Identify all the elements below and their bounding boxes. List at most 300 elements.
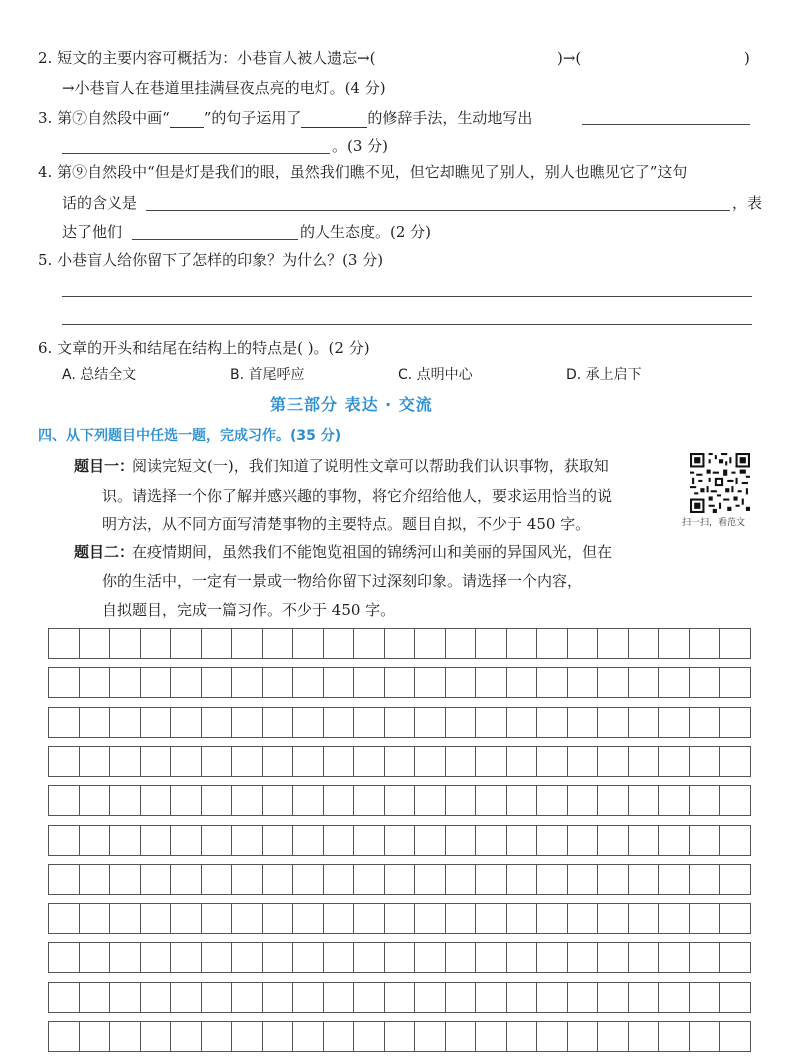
q4-answer-line-1[interactable]	[146, 210, 730, 211]
grid-cell[interactable]	[568, 826, 599, 855]
grid-cell[interactable]	[110, 943, 141, 972]
grid-cell[interactable]	[446, 865, 477, 894]
grid-cell[interactable]	[507, 826, 538, 855]
grid-cell[interactable]	[385, 943, 416, 972]
grid-cell[interactable]	[629, 786, 660, 815]
topic2-label: 题目二：	[74, 543, 135, 561]
grid-cell[interactable]	[354, 943, 385, 972]
grid-cell[interactable]	[476, 943, 507, 972]
grid-cell[interactable]	[690, 786, 721, 815]
grid-cell[interactable]	[476, 629, 507, 658]
grid-cell[interactable]	[354, 668, 385, 697]
grid-cell[interactable]	[690, 629, 721, 658]
grid-cell[interactable]	[385, 668, 416, 697]
grid-cell[interactable]	[80, 943, 111, 972]
grid-cell[interactable]	[690, 943, 721, 972]
grid-cell[interactable]	[202, 747, 233, 776]
grid-cell[interactable]	[202, 786, 233, 815]
grid-cell[interactable]	[446, 943, 477, 972]
grid-cell[interactable]	[202, 943, 233, 972]
grid-cell[interactable]	[659, 629, 690, 658]
grid-cell[interactable]	[293, 1022, 324, 1051]
q6-option-c[interactable]: C. 点明中心	[398, 367, 473, 383]
grid-cell[interactable]	[110, 786, 141, 815]
grid-cell[interactable]	[690, 983, 721, 1012]
grid-cell[interactable]	[171, 668, 202, 697]
grid-cell[interactable]	[324, 747, 355, 776]
grid-cell[interactable]	[171, 1022, 202, 1051]
grid-cell[interactable]	[476, 983, 507, 1012]
grid-cell[interactable]	[537, 826, 568, 855]
grid-cell[interactable]	[415, 708, 446, 737]
grid-cell[interactable]	[385, 708, 416, 737]
grid-cell[interactable]	[202, 826, 233, 855]
grid-cell[interactable]	[720, 668, 750, 697]
grid-cell[interactable]	[507, 943, 538, 972]
grid-cell[interactable]	[324, 865, 355, 894]
grid-cell[interactable]	[537, 786, 568, 815]
grid-cell[interactable]	[720, 629, 750, 658]
grid-cell[interactable]	[110, 904, 141, 933]
grid-cell[interactable]	[354, 629, 385, 658]
grid-cell[interactable]	[293, 943, 324, 972]
grid-cell[interactable]	[141, 708, 172, 737]
grid-cell[interactable]	[293, 668, 324, 697]
grid-row[interactable]	[48, 903, 751, 934]
grid-cell[interactable]	[141, 668, 172, 697]
grid-cell[interactable]	[49, 668, 80, 697]
grid-cell[interactable]	[202, 1022, 233, 1051]
grid-cell[interactable]	[354, 983, 385, 1012]
grid-cell[interactable]	[720, 747, 750, 776]
grid-cell[interactable]	[690, 865, 721, 894]
grid-cell[interactable]	[232, 865, 263, 894]
grid-row[interactable]	[48, 825, 751, 856]
topic1-line2: 识。请选择一个你了解并感兴趣的事物，将它介绍给他人，要求运用恰当的说	[102, 487, 613, 505]
q2-text: 2. 短文的主要内容可概括为：小巷盲人被人遗忘→(	[38, 49, 376, 67]
grid-cell[interactable]	[415, 983, 446, 1012]
grid-row[interactable]	[48, 864, 751, 895]
grid-cell[interactable]	[690, 668, 721, 697]
grid-cell[interactable]	[80, 865, 111, 894]
grid-cell[interactable]	[263, 747, 294, 776]
part3-title: 第三部分 表达 · 交流	[270, 395, 433, 414]
grid-row[interactable]	[48, 667, 751, 698]
grid-cell[interactable]	[110, 708, 141, 737]
grid-cell[interactable]	[80, 786, 111, 815]
grid-cell[interactable]	[415, 668, 446, 697]
q3-answer-line-1[interactable]	[582, 124, 750, 125]
grid-cell[interactable]	[537, 1022, 568, 1051]
grid-cell[interactable]	[568, 943, 599, 972]
q6-option-b[interactable]: B. 首尾呼应	[230, 367, 305, 383]
grid-cell[interactable]	[659, 668, 690, 697]
q2-line1	[38, 48, 376, 68]
grid-cell[interactable]	[354, 1022, 385, 1051]
grid-cell[interactable]	[598, 1022, 629, 1051]
grid-cell[interactable]	[171, 865, 202, 894]
q3-part-c: 的修辞手法，生动地写出	[367, 109, 533, 127]
grid-cell[interactable]	[263, 983, 294, 1012]
grid-cell[interactable]	[476, 865, 507, 894]
grid-cell[interactable]	[537, 904, 568, 933]
grid-cell[interactable]	[80, 708, 111, 737]
grid-cell[interactable]	[110, 668, 141, 697]
grid-cell[interactable]	[354, 904, 385, 933]
q3-part-b: ”的句子运用了	[203, 109, 302, 127]
grid-cell[interactable]	[568, 786, 599, 815]
grid-cell[interactable]	[568, 668, 599, 697]
grid-cell[interactable]	[598, 708, 629, 737]
grid-cell[interactable]	[690, 826, 721, 855]
grid-cell[interactable]	[141, 904, 172, 933]
grid-cell[interactable]	[110, 865, 141, 894]
grid-cell[interactable]	[171, 826, 202, 855]
grid-cell[interactable]	[446, 747, 477, 776]
grid-cell[interactable]	[415, 865, 446, 894]
grid-cell[interactable]	[171, 747, 202, 776]
q2-line2: →小巷盲人在巷道里挂满昼夜点亮的电灯。(4 分)	[62, 79, 386, 97]
grid-cell[interactable]	[171, 983, 202, 1012]
grid-cell[interactable]	[293, 629, 324, 658]
grid-cell[interactable]	[659, 865, 690, 894]
grid-cell[interactable]	[476, 1022, 507, 1051]
grid-cell[interactable]	[659, 904, 690, 933]
q6-text: 6. 文章的开头和结尾在结构上的特点是( )。(2 分)	[38, 339, 370, 357]
grid-cell[interactable]	[446, 708, 477, 737]
q4-line3b: 的人生态度。(2 分)	[300, 223, 432, 241]
q5-answer-line-2[interactable]	[62, 324, 752, 325]
grid-cell[interactable]	[324, 904, 355, 933]
grid-cell[interactable]	[293, 747, 324, 776]
q4-line1: 4. 第⑨自然段中“但是灯是我们的眼，虽然我们瞧不见，但它却瞧见了别人，别人也瞧见它了”这句	[38, 163, 688, 181]
grid-cell[interactable]	[446, 786, 477, 815]
grid-cell[interactable]	[537, 747, 568, 776]
grid-cell[interactable]	[324, 786, 355, 815]
grid-cell[interactable]	[385, 826, 416, 855]
grid-cell[interactable]	[446, 826, 477, 855]
grid-cell[interactable]	[720, 708, 750, 737]
grid-cell[interactable]	[659, 943, 690, 972]
grid-cell[interactable]	[537, 668, 568, 697]
grid-cell[interactable]	[80, 904, 111, 933]
grid-cell[interactable]	[568, 629, 599, 658]
grid-cell[interactable]	[598, 786, 629, 815]
grid-cell[interactable]	[568, 747, 599, 776]
grid-row[interactable]	[48, 628, 751, 659]
grid-cell[interactable]	[598, 747, 629, 776]
grid-cell[interactable]	[49, 904, 80, 933]
grid-cell[interactable]	[202, 708, 233, 737]
grid-cell[interactable]	[141, 786, 172, 815]
q3-blank-underline-type[interactable]	[170, 112, 204, 128]
grid-cell[interactable]	[537, 708, 568, 737]
grid-cell[interactable]	[232, 943, 263, 972]
grid-cell[interactable]	[507, 983, 538, 1012]
grid-cell[interactable]	[202, 865, 233, 894]
q3-answer-line-2[interactable]	[62, 153, 330, 154]
grid-cell[interactable]	[659, 826, 690, 855]
grid-cell[interactable]	[202, 904, 233, 933]
q5-answer-line-1[interactable]	[62, 296, 752, 297]
topic1-line3: 明方法，从不同方面写清楚事物的主要特点。题目自拟，不少于 450 字。	[102, 515, 591, 533]
grid-cell[interactable]	[629, 629, 660, 658]
grid-cell[interactable]	[141, 826, 172, 855]
grid-cell[interactable]	[659, 786, 690, 815]
grid-cell[interactable]	[80, 826, 111, 855]
grid-cell[interactable]	[415, 747, 446, 776]
grid-cell[interactable]	[629, 1022, 660, 1051]
grid-cell[interactable]	[49, 826, 80, 855]
grid-cell[interactable]	[568, 1022, 599, 1051]
q4-line3a: 达了他们	[62, 223, 123, 241]
grid-cell[interactable]	[263, 865, 294, 894]
grid-cell[interactable]	[293, 865, 324, 894]
grid-cell[interactable]	[263, 826, 294, 855]
grid-cell[interactable]	[598, 668, 629, 697]
grid-cell[interactable]	[568, 708, 599, 737]
grid-cell[interactable]	[80, 747, 111, 776]
grid-row[interactable]	[48, 746, 751, 777]
grid-cell[interactable]	[263, 708, 294, 737]
grid-cell[interactable]	[354, 865, 385, 894]
grid-cell[interactable]	[507, 1022, 538, 1051]
grid-cell[interactable]	[568, 904, 599, 933]
grid-cell[interactable]	[385, 983, 416, 1012]
grid-cell[interactable]	[80, 668, 111, 697]
grid-cell[interactable]	[324, 826, 355, 855]
grid-cell[interactable]	[385, 1022, 416, 1051]
q4-line2b: ，表	[732, 194, 763, 212]
grid-row[interactable]	[48, 707, 751, 738]
grid-cell[interactable]	[263, 1022, 294, 1051]
grid-cell[interactable]	[415, 943, 446, 972]
grid-cell[interactable]	[202, 668, 233, 697]
grid-cell[interactable]	[385, 865, 416, 894]
grid-cell[interactable]	[720, 983, 750, 1012]
grid-cell[interactable]	[293, 904, 324, 933]
grid-cell[interactable]	[293, 983, 324, 1012]
grid-cell[interactable]	[659, 1022, 690, 1051]
grid-cell[interactable]	[598, 629, 629, 658]
topic2-line3: 自拟题目，完成一篇习作。不少于 450 字。	[102, 601, 396, 619]
grid-cell[interactable]	[354, 747, 385, 776]
grid-cell[interactable]	[232, 786, 263, 815]
grid-cell[interactable]	[720, 1022, 750, 1051]
grid-cell[interactable]	[476, 904, 507, 933]
grid-cell[interactable]	[80, 983, 111, 1012]
grid-cell[interactable]	[110, 747, 141, 776]
grid-cell[interactable]	[415, 1022, 446, 1051]
topic1-label: 题目一：	[74, 457, 135, 475]
grid-cell[interactable]	[690, 904, 721, 933]
grid-cell[interactable]	[720, 943, 750, 972]
grid-cell[interactable]	[507, 786, 538, 815]
grid-cell[interactable]	[232, 747, 263, 776]
grid-cell[interactable]	[171, 629, 202, 658]
grid-cell[interactable]	[324, 943, 355, 972]
grid-cell[interactable]	[690, 1022, 721, 1051]
q4-answer-line-2[interactable]	[132, 239, 298, 240]
q4-line2a: 话的含义是	[62, 194, 138, 212]
grid-cell[interactable]	[598, 826, 629, 855]
grid-cell[interactable]	[476, 826, 507, 855]
grid-cell[interactable]	[80, 1022, 111, 1051]
grid-cell[interactable]	[598, 904, 629, 933]
grid-cell[interactable]	[324, 668, 355, 697]
grid-cell[interactable]	[49, 983, 80, 1012]
grid-cell[interactable]	[476, 708, 507, 737]
grid-cell[interactable]	[507, 629, 538, 658]
grid-cell[interactable]	[629, 708, 660, 737]
grid-cell[interactable]	[110, 629, 141, 658]
grid-cell[interactable]	[507, 708, 538, 737]
qr-caption: 扫一扫，看范文	[682, 518, 746, 528]
grid-cell[interactable]	[629, 668, 660, 697]
grid-cell[interactable]	[629, 943, 660, 972]
q6-option-d[interactable]: D. 承上启下	[566, 367, 642, 383]
grid-cell[interactable]	[507, 747, 538, 776]
grid-cell[interactable]	[537, 983, 568, 1012]
grid-cell[interactable]	[720, 865, 750, 894]
grid-cell[interactable]	[80, 629, 111, 658]
topic2-line2: 你的生活中，一定有一景或一物给你留下过深刻印象。请选择一个内容，	[102, 572, 583, 590]
q3-blank-rhetoric[interactable]	[301, 112, 367, 128]
grid-cell[interactable]	[263, 629, 294, 658]
grid-cell[interactable]	[659, 983, 690, 1012]
grid-cell[interactable]	[385, 786, 416, 815]
grid-cell[interactable]	[446, 1022, 477, 1051]
grid-cell[interactable]	[537, 865, 568, 894]
grid-cell[interactable]	[354, 708, 385, 737]
grid-cell[interactable]	[629, 865, 660, 894]
grid-cell[interactable]	[141, 747, 172, 776]
grid-row[interactable]	[48, 982, 751, 1013]
grid-cell[interactable]	[232, 983, 263, 1012]
q3-tail: 。(3 分)	[332, 137, 389, 155]
grid-cell[interactable]	[629, 904, 660, 933]
grid-cell[interactable]	[629, 983, 660, 1012]
grid-cell[interactable]	[141, 983, 172, 1012]
grid-cell[interactable]	[446, 983, 477, 1012]
grid-cell[interactable]	[141, 943, 172, 972]
grid-cell[interactable]	[476, 786, 507, 815]
grid-cell[interactable]	[568, 865, 599, 894]
grid-cell[interactable]	[232, 708, 263, 737]
grid-cell[interactable]	[171, 943, 202, 972]
grid-cell[interactable]	[659, 708, 690, 737]
grid-row[interactable]	[48, 785, 751, 816]
grid-cell[interactable]	[263, 786, 294, 815]
grid-cell[interactable]	[507, 865, 538, 894]
grid-cell[interactable]	[49, 1022, 80, 1051]
grid-cell[interactable]	[49, 747, 80, 776]
grid-row[interactable]	[48, 1021, 751, 1052]
grid-cell[interactable]	[49, 786, 80, 815]
grid-cell[interactable]	[232, 1022, 263, 1051]
grid-cell[interactable]	[720, 904, 750, 933]
grid-row[interactable]	[48, 942, 751, 973]
grid-cell[interactable]	[263, 668, 294, 697]
grid-cell[interactable]	[720, 826, 750, 855]
grid-cell[interactable]	[446, 904, 477, 933]
grid-cell[interactable]	[568, 983, 599, 1012]
grid-cell[interactable]	[324, 1022, 355, 1051]
grid-cell[interactable]	[324, 708, 355, 737]
grid-cell[interactable]	[141, 629, 172, 658]
grid-cell[interactable]	[232, 668, 263, 697]
grid-cell[interactable]	[415, 786, 446, 815]
grid-cell[interactable]	[690, 747, 721, 776]
grid-cell[interactable]	[598, 865, 629, 894]
grid-cell[interactable]	[446, 668, 477, 697]
grid-cell[interactable]	[598, 983, 629, 1012]
grid-cell[interactable]	[507, 904, 538, 933]
grid-cell[interactable]	[385, 629, 416, 658]
grid-cell[interactable]	[324, 983, 355, 1012]
grid-cell[interactable]	[49, 865, 80, 894]
grid-cell[interactable]	[49, 708, 80, 737]
grid-cell[interactable]	[232, 826, 263, 855]
grid-cell[interactable]	[507, 668, 538, 697]
grid-cell[interactable]	[415, 629, 446, 658]
grid-cell[interactable]	[659, 747, 690, 776]
grid-cell[interactable]	[141, 1022, 172, 1051]
grid-cell[interactable]	[141, 865, 172, 894]
grid-cell[interactable]	[690, 708, 721, 737]
grid-cell[interactable]	[598, 943, 629, 972]
qr-code-icon[interactable]	[690, 453, 750, 513]
grid-cell[interactable]	[354, 786, 385, 815]
grid-cell[interactable]	[263, 904, 294, 933]
grid-cell[interactable]	[415, 904, 446, 933]
grid-cell[interactable]	[537, 943, 568, 972]
topic2-line1: 在疫情期间，虽然我们不能饱览祖国的锦绣河山和美丽的异国风光，但在	[132, 543, 613, 561]
grid-cell[interactable]	[49, 943, 80, 972]
q6-option-a[interactable]: A. 总结全文	[62, 367, 137, 383]
grid-cell[interactable]	[110, 983, 141, 1012]
grid-cell[interactable]	[293, 826, 324, 855]
grid-cell[interactable]	[49, 629, 80, 658]
grid-cell[interactable]	[385, 747, 416, 776]
grid-cell[interactable]	[629, 826, 660, 855]
q3-line1	[38, 108, 532, 128]
grid-cell[interactable]	[446, 629, 477, 658]
grid-cell[interactable]	[476, 668, 507, 697]
grid-cell[interactable]	[293, 786, 324, 815]
grid-cell[interactable]	[537, 629, 568, 658]
grid-cell[interactable]	[232, 904, 263, 933]
grid-cell[interactable]	[171, 708, 202, 737]
grid-cell[interactable]	[110, 1022, 141, 1051]
grid-cell[interactable]	[385, 904, 416, 933]
grid-cell[interactable]	[171, 786, 202, 815]
grid-cell[interactable]	[293, 708, 324, 737]
grid-cell[interactable]	[202, 629, 233, 658]
grid-cell[interactable]	[415, 826, 446, 855]
grid-cell[interactable]	[232, 629, 263, 658]
grid-cell[interactable]	[720, 786, 750, 815]
topic1-line1: 阅读完短文(一)，我们知道了说明性文章可以帮助我们认识事物，获取知	[132, 457, 609, 475]
grid-cell[interactable]	[263, 943, 294, 972]
grid-cell[interactable]	[476, 747, 507, 776]
grid-cell[interactable]	[110, 826, 141, 855]
grid-cell[interactable]	[354, 826, 385, 855]
grid-cell[interactable]	[202, 983, 233, 1012]
grid-cell[interactable]	[171, 904, 202, 933]
grid-cell[interactable]	[324, 629, 355, 658]
grid-cell[interactable]	[629, 747, 660, 776]
